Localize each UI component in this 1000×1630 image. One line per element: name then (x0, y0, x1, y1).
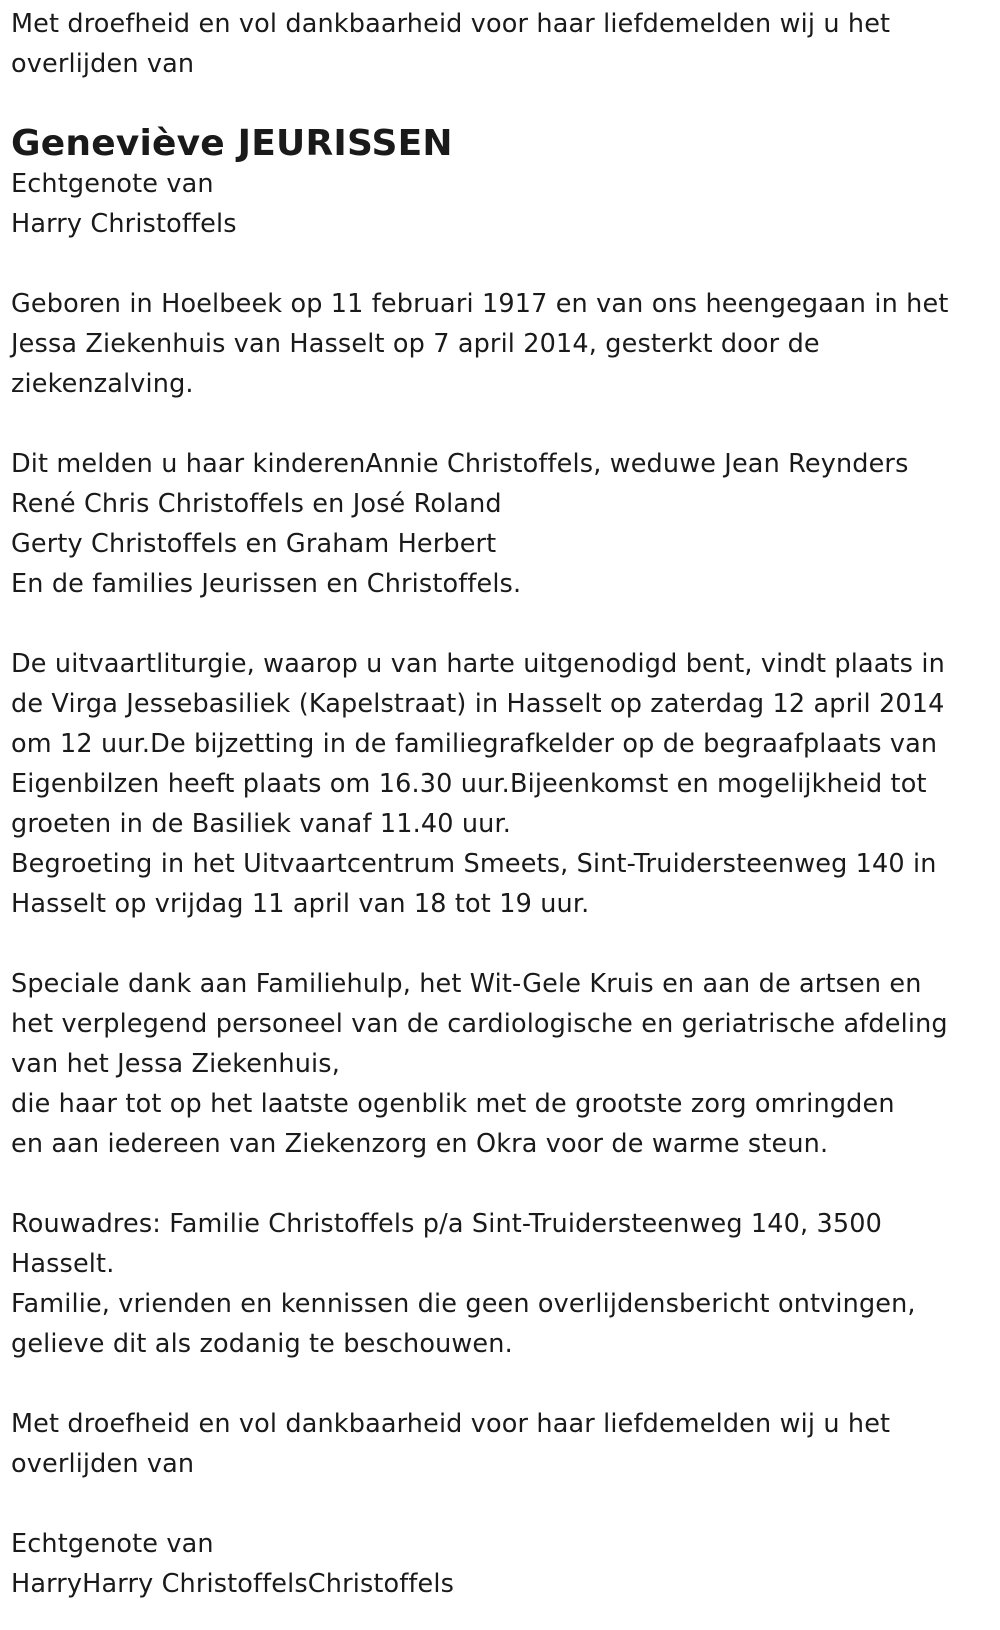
thanks-paragraph (11, 964, 1000, 1164)
closing-line: overlijden van (11, 1449, 195, 1479)
children-line: Gerty Christoffels en Graham Herbert (11, 529, 497, 559)
intro-line: overlijden van (11, 49, 195, 79)
address-line: Hasselt. (11, 1249, 115, 1279)
closing-paragraph (11, 1404, 1000, 1484)
address-line: gelieve dit als zodanig te beschouwen. (11, 1329, 513, 1359)
birth-line: Geboren in Hoelbeek op 11 februari 1917 en van ons heengegaan in het (11, 289, 949, 319)
funeral-line: Hasselt op vrijdag 11 april van 18 tot 19 uur. (11, 889, 590, 919)
funeral-paragraph (11, 644, 1000, 924)
address-line: Familie, vrienden en kennissen die geen overlijdensbericht ontvingen, (11, 1289, 916, 1319)
address-paragraph (11, 1204, 1000, 1364)
deceased-block (11, 124, 1000, 244)
children-paragraph (11, 444, 1000, 604)
thanks-line: het verplegend personeel van de cardiologische en geriatrische afdeling (11, 1009, 948, 1039)
funeral-line: groeten in de Basiliek vanaf 11.40 uur. (11, 809, 512, 839)
thanks-line: die haar tot op het laatste ogenblik met de grootste zorg omringden (11, 1089, 895, 1119)
thanks-line: van het Jessa Ziekenhuis, (11, 1049, 340, 1079)
address-line: Rouwadres: Familie Christoffels p/a Sint-Truidersteenweg 140, 3500 (11, 1209, 883, 1239)
closing-spouse-label: Echtgenote van (11, 1529, 214, 1559)
funeral-line: De uitvaartliturgie, waarop u van harte uitgenodigd bent, vindt plaats in (11, 649, 945, 679)
children-line: René Chris Christoffels en José Roland (11, 489, 502, 519)
spouse-name: Harry Christoffels (11, 209, 237, 239)
birth-line: ziekenzalving. (11, 369, 194, 399)
closing-spouse-name: HarryHarry ChristoffelsChristoffels (11, 1569, 455, 1599)
intro-paragraph (11, 4, 1000, 84)
thanks-line: en aan iedereen van Ziekenzorg en Okra voor de warme steun. (11, 1129, 829, 1159)
birth-line: Jessa Ziekenhuis van Hasselt op 7 april 2014, gesterkt door de (11, 329, 820, 359)
closing-line: Met droefheid en vol dankbaarheid voor haar liefdemelden wij u het (11, 1409, 891, 1439)
children-line: Dit melden u haar kinderenAnnie Christoffels, weduwe Jean Reynders (11, 449, 909, 479)
spouse-label: Echtgenote van (11, 169, 214, 199)
funeral-line: om 12 uur.De bijzetting in de familiegrafkelder op de begraafplaats van (11, 729, 938, 759)
deceased-name: Geneviève JEURISSEN (11, 123, 453, 164)
intro-line: Met droefheid en vol dankbaarheid voor haar liefdemelden wij u het (11, 9, 891, 39)
closing-spouse-block (11, 1524, 1000, 1604)
birth-paragraph (11, 284, 1000, 404)
funeral-line: Begroeting in het Uitvaartcentrum Smeets, Sint-Truidersteenweg 140 in (11, 849, 937, 879)
funeral-line: Eigenbilzen heeft plaats om 16.30 uur.Bijeenkomst en mogelijkheid tot (11, 769, 927, 799)
thanks-line: Speciale dank aan Familiehulp, het Wit-Gele Kruis en aan de artsen en (11, 969, 922, 999)
children-line: En de families Jeurissen en Christoffels. (11, 569, 522, 599)
funeral-line: de Virga Jessebasiliek (Kapelstraat) in Hasselt op zaterdag 12 april 2014 (11, 689, 945, 719)
